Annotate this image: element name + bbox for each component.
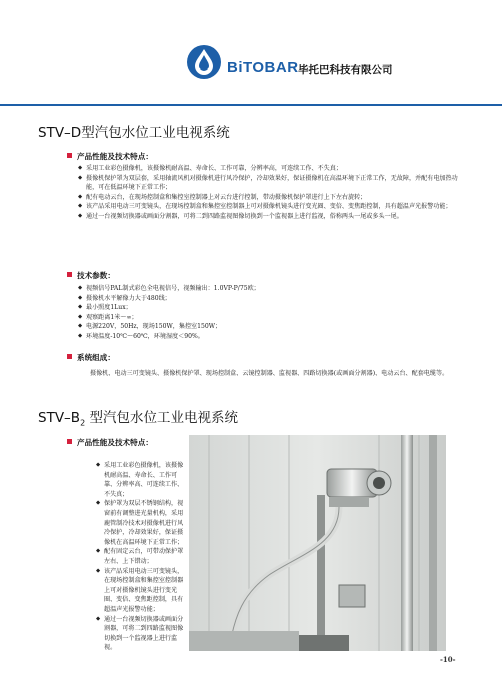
- section1-title: STV–D型汽包水位工业电视系统: [38, 125, 230, 141]
- list-item: ◆ 配有电动云台，在现场控制盒和集控室控制器上对云台进行控制，带动摄像机保护罩进行上下左右旋转；: [78, 193, 462, 203]
- header-divider: [0, 104, 502, 106]
- section2-features-list: [96, 461, 184, 653]
- section1-system-text: 摄像机、电动三可变镜头、摄像机保护罩、现场控制盒、云镜控制器、监视器、四路切换器(或画面分割器)、电动云台、配套电缆等。: [90, 370, 449, 377]
- list-item: ◆ 摄像机水平解像力大于480线；: [78, 294, 378, 304]
- section1-system-heading: 系统组成：: [67, 352, 115, 363]
- list-item: ◆ 配有固定云台，可带动保护罩左右、上下错动；: [96, 547, 184, 566]
- red-square-icon: [67, 439, 72, 444]
- list-item: ◆ 视频信号PAL制式彩色全电视信号，视频输出：1.0VP-P/75欧；: [78, 284, 378, 294]
- section1-features-heading: 产品性能及技术特点：: [67, 151, 153, 162]
- section2-features-heading: 产品性能及技术特点：: [67, 437, 153, 448]
- section1-features-list: [78, 164, 462, 222]
- list-item: ◆ 采用工业彩色摄像机，该摄像机耐高温、寿命长、工作可靠，分辨率高，可连续工作、不失真；: [78, 164, 462, 174]
- list-item: ◆ 保护罩为双层不锈钢结构，视窗前有调整进光量机构，采用鹿管制冷技术对摄像机进行风冷保护，冷却效果好，保证摄像机在高温环境下正常工作；: [96, 499, 184, 547]
- list-item: ◆ 该产品采用电动三可变镜头，在现场控制盒和集控室控制器上可对摄像机镜头进行变光圈、变倍、变焦距控制，具有超温声光报警功能；: [96, 567, 184, 615]
- page-number: -10-: [440, 655, 456, 664]
- red-square-icon: [67, 354, 72, 359]
- red-square-icon: [67, 153, 72, 158]
- brand-name: BiTOBAR: [227, 59, 299, 76]
- list-item: ◆ 摄像机保护罩为双层套，采用轴流风机对摄像机进行风冷保护，冷却效果好，保证摄像机在高温环境下正常工作，无故障，并配有电加热功能，可在低温环境下正常工作；: [78, 174, 462, 193]
- list-item: ◆ 观察距离1米～∞；: [78, 313, 378, 323]
- list-item: ◆ 该产品采用电动三可变镜头，在现场控制盒和集控室控制器上可对摄像机镜头进行变光圈、变倍、变焦距控制，具有超温声光报警功能；: [78, 202, 462, 212]
- section1-tech-heading: 技术参数：: [67, 270, 115, 281]
- section2-title: STV–$B_2$ 型汽包水位工业电视系统: [38, 410, 238, 428]
- list-item: ◆ 采用工业彩色摄像机，该摄像机耐高温、寿命长、工作可靠、分辨率高、可连续工作、不失真；: [96, 461, 184, 499]
- section1-tech-list: [78, 284, 378, 342]
- list-item: ◆ 电源220V，50Hz，现场150W，集控室150W；: [78, 322, 378, 332]
- list-item: ◆ 通过一台视频切换器或画面分割器，可将二到四路监视图像切换到一个监视器上进行监视。: [96, 615, 184, 653]
- bitobar-logo-icon: [186, 44, 222, 80]
- list-item: ◆ 最小照度1Lux；: [78, 303, 378, 313]
- list-item: ◆ 通过一台视频切换器或画面分割器，可将二到四路监视图像切换到一个监视器上进行监视，俗称两头一尾或多头一尾。: [78, 212, 462, 222]
- list-item: ◆ 环境温度-10℃～60℃，环境湿度＜90%。: [78, 332, 378, 342]
- camera-installation-photo: [189, 435, 446, 651]
- red-square-icon: [67, 272, 72, 277]
- company-name: 毕托巴科技有限公司: [298, 64, 393, 76]
